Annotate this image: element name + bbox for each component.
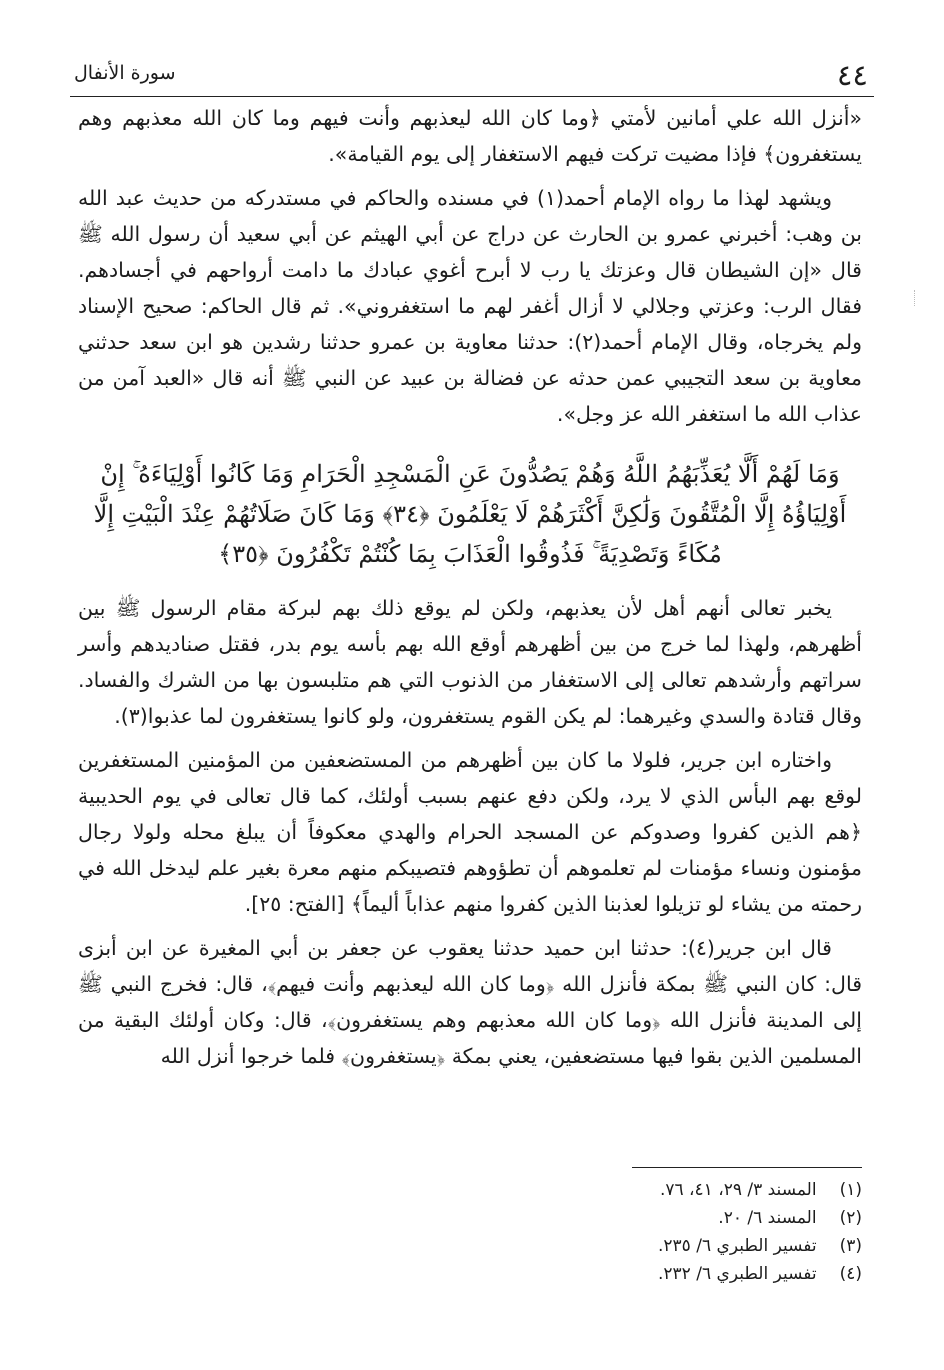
footnote-text: تفسير الطبري ٦/ ٢٣٥. [658, 1236, 817, 1256]
paragraph-2: ويشهد لهذا ما رواه الإمام أحمد(١) في مسنده والحاكم في مستدركه من حديث عبد الله بن وهب: أخبرني عمرو بن الحارث عن دراج عن أبي الهيثم عن أبي سعيد أن رسول الله ﷺ قال «إن الشيطان قال وعزتك يا رب لا أبرح أغوي عبادك ما دامت أرواحهم في أجسادهم. فقال الرب: وعزتي وجلالي لا أزال أغفر لهم ما استغفروني». ثم قال الحاكم: صحيح الإسناد ولم يخرجاه، وقال الإمام أحمد(٢): حدثنا معاوية بن عمرو حدثنا رشدين هو ابن سعد حدثني معاوية بن سعد التجيبي عمن حدثه عن فضالة بن عبيد عن النبي ﷺ أنه قال «العبد آمن من عذاب الله ما استغفر الله عز وجل». [78, 186, 862, 426]
footnote-text: تفسير الطبري ٦/ ٢٣٢. [658, 1264, 817, 1284]
page-number: ٤٤ [836, 58, 868, 92]
footnote-divider [632, 1167, 862, 1168]
paragraph-1: «أنزل الله علي أمانين لأمتي ﴿وما كان الله ليعذبهم وأنت فيهم وما كان الله معذبهم وهم يستغفرون﴾ فإذا مضيت تركت فيهم الاستغفار إلى يوم القيامة». [78, 106, 862, 166]
quran-verse-text: وَمَا لَهُمْ أَلَّا يُعَذِّبَهُمُ اللَّهُ وَهُمْ يَصُدُّونَ عَنِ الْمَسْجِدِ الْحَرَامِ وَمَا كَانُوا أَوْلِيَاءَهُ ۚ إِنْ أَوْلِيَاؤُهُ إِلَّا الْمُتَّقُونَ وَلَٰكِنَّ أَكْثَرَهُمْ لَا يَعْلَمُونَ ﴿٣٤﴾ وَمَا كَانَ صَلَاتُهُمْ عِنْدَ الْبَيْتِ إِلَّا مُكَاءً وَتَصْدِيَةً ۚ فَذُوقُوا الْعَذَابَ بِمَا كُنْتُمْ تَكْفُرُونَ ﴿٣٥﴾ [93, 460, 847, 568]
footnote-item [78, 1232, 862, 1260]
footnotes [78, 1167, 862, 1288]
page-body [78, 100, 862, 1074]
footnote-text: المسند ٣/ ٢٩، ٤١، ٧٦. [659, 1180, 817, 1200]
paragraph-3: يخبر تعالى أنهم أهل لأن يعذبهم، ولكن لم يوقع ذلك بهم لبركة مقام الرسول ﷺ بين أظهرهم، ولهذا لما خرج من بين أظهرهم أوقع الله بهم بأسه يوم بدر، فقتل صناديدهم وأسر سراتهم وأرشدهم تعالى إلى الاستغفار من الذنوب التي هم متلبسون بها من الشرك والفساد. وقال قتادة والسدي وغيرهما: لم يكن القوم يستغفرون، ولو كانوا يستغفرون لما عذبوا(٣). [78, 596, 862, 728]
quran-verses [78, 454, 862, 574]
footnote-number: (٣) [839, 1236, 862, 1256]
footnote-item [78, 1260, 862, 1288]
footnote-number: (٢) [839, 1208, 862, 1228]
footnote-item [78, 1176, 862, 1204]
paragraph-5: قال ابن جرير(٤): حدثنا ابن حميد حدثنا يعقوب عن جعفر بن أبي المغيرة عن ابن أبزى قال: كان النبي ﷺ بمكة فأنزل الله ﴿وما كان الله ليعذبهم وأنت فيهم﴾، قال: فخرج النبي ﷺ إلى المدينة فأنزل الله ﴿وما كان الله معذبهم وهم يستغفرون﴾، قال: وكان أولئك البقية من المسلمين الذين بقوا فيها مستضعفين، يعني بمكة ﴿يستغفرون﴾ فلما خرجوا أنزل الله [78, 936, 862, 1068]
footnote-number: (٤) [839, 1264, 862, 1284]
scan-margin-mark [914, 290, 917, 306]
paragraph-4: واختاره ابن جرير، فلولا ما كان بين أظهرهم من المستضعفين من المؤمنين المستغفرين لوقع بهم البأس الذي لا يرد، ولكن دفع عنهم بسبب أولئك، كما قال تعالى في يوم الحديبية ﴿هم الذين كفروا وصدوكم عن المسجد الحرام والهدي معكوفاً أن يبلغ محله ولولا رجال مؤمنون ونساء مؤمنات لم تعلموهم أن تطؤوهم فتصيبكم منهم معرة بغير علم ليدخل الله في رحمته من يشاء لو تزيلوا لعذبنا الذين كفروا منهم عذاباً أليماً﴾ [الفتح: ٢٥]. [78, 748, 862, 916]
footnote-text: المسند ٦/ ٢٠. [718, 1208, 817, 1228]
surah-name: سورة الأنفال [74, 62, 176, 84]
footnote-item [78, 1204, 862, 1232]
footnote-number: (١) [839, 1180, 862, 1200]
page-header [70, 50, 874, 97]
